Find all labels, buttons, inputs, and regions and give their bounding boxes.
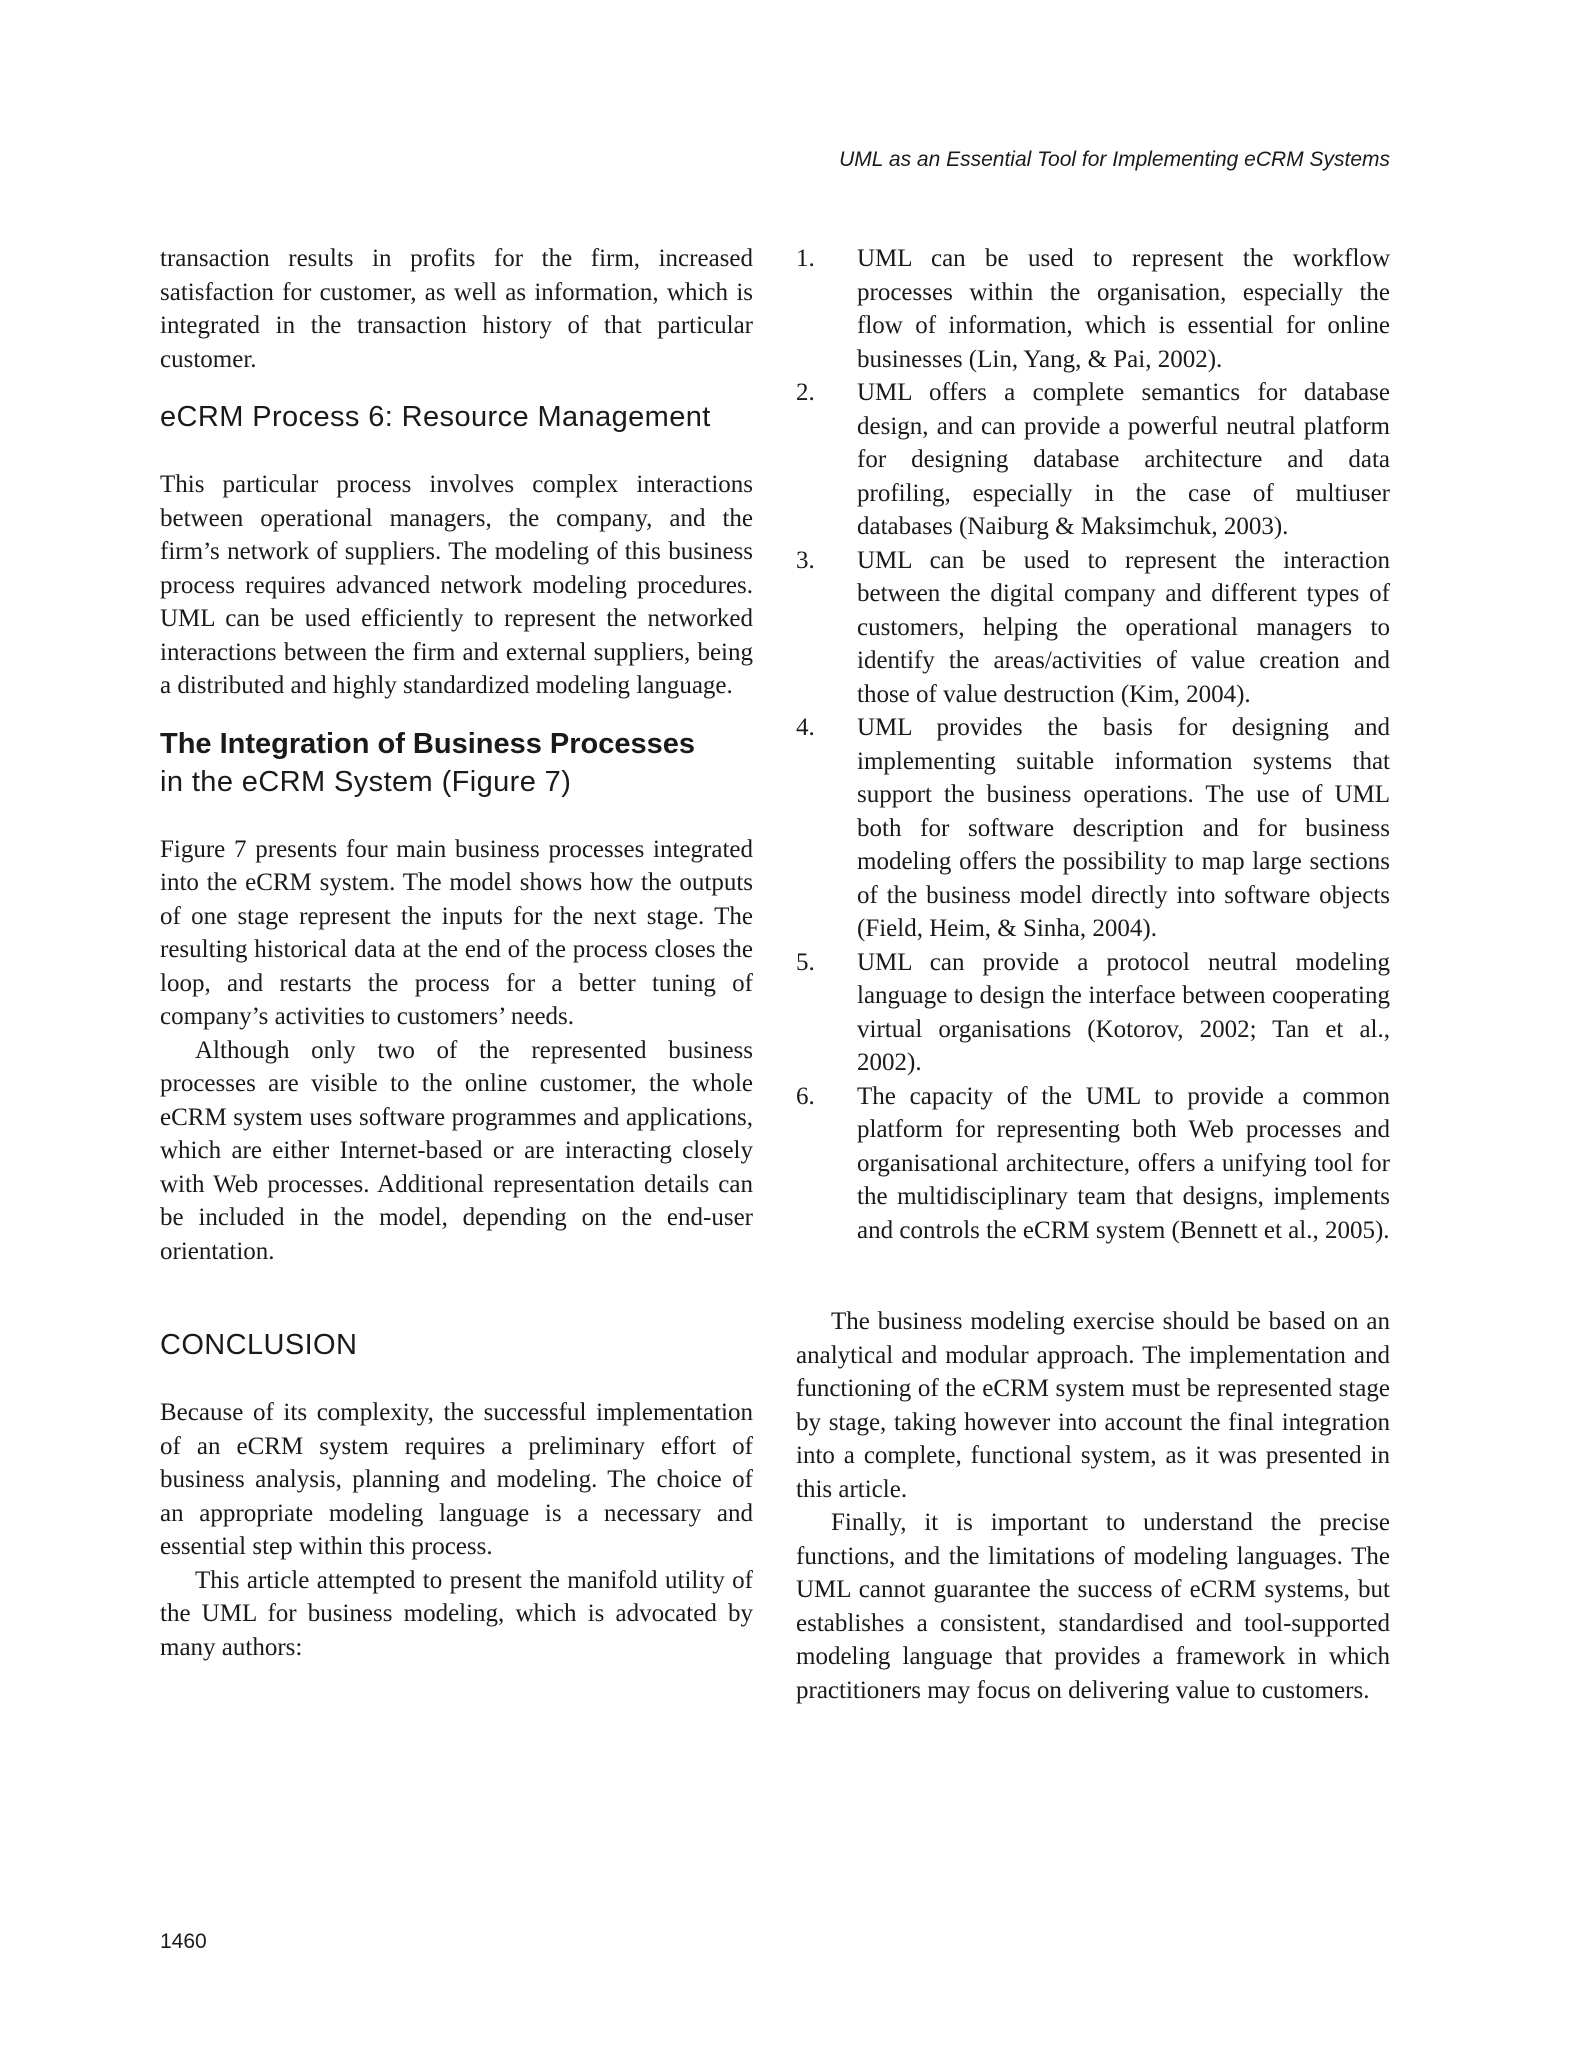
list-item-text: UML can be used to represent the interaction between the digital company and different types of customers, helping the operational managers to identify the areas/activities of value creation and those of value destruction (Kim, 2004). [857,546,1390,708]
list-item [796,544,1390,712]
closing-paragraph-2: Finally, it is important to understand the precise functions, and the limitations of modeling languages. The UML cannot guarantee the success of eCRM systems, but establishes a consistent, standardised and tool-supported modeling language that provides a framework in which practitioners may focus on delivering value to customers. [796,1509,1390,1704]
resource-management-paragraph: This particular process involves complex interactions between operational managers, the company, and the firm’s network of suppliers. The modeling of this business process requires advanced network modeling procedures. UML can be used efficiently to represent the networked interactions between the firm and external suppliers, being a distributed and highly standardized modeling language. [160,471,753,699]
list-item-number: 3. [796,546,815,574]
integration-paragraph-2: Although only two of the represented business processes are visible to the online customer, the whole eCRM system uses software programmes and applications, which are either Internet-based or are interacting closely with Web processes. Additional representation details can be included in the model, depending on the end-user orientation. [160,1036,753,1265]
list-item-text: UML can provide a protocol neutral modeling language to design the interface between cooperating virtual organisations (Kotorov, 2002; Tan et al., 2002). [857,948,1390,1076]
page-number: 1460 [160,1930,207,1953]
list-item-text: UML provides the basis for designing and implementing suitable information systems that support the business operations. The use of UML both for software description and for business modeling offers the possibility to map large sections of the business model directly into software objects (Field, Heim, & Sinha, 2004). [857,714,1390,942]
list-item-number: 5. [796,948,815,976]
list-item [796,711,1390,946]
list-item [796,1080,1390,1248]
integration-heading-bold: The Integration of Business Processes [160,727,696,760]
conclusion-paragraph-1: Because of its complexity, the successful implementation of an eCRM system requires a preliminary effort of business analysis, planning and modeling. The choice of an appropriate modeling language is a necessary and essential step within this process. [160,1399,753,1560]
integration-heading-rest: in the eCRM System (Figure 7) [160,765,572,798]
list-item [796,376,1390,544]
conclusion-paragraph-2: This article attempted to present the manifold utility of the UML for business modeling, which is advocated by many authors: [160,1566,753,1661]
list-item-number: 1. [796,245,815,272]
list-item-text: UML offers a complete semantics for database design, and can provide a powerful neutral platform for designing database architecture and data profiling, especially in the case of multiuser databases (Naiburg & Maksimchuk, 2003). [857,379,1390,540]
left-column [160,242,753,1664]
right-column [796,242,1390,1707]
integration-paragraph-1: Figure 7 presents four main business processes integrated into the eCRM system. The model shows how the outputs of one stage represent the inputs for the next stage. The resulting historical data at the end of the process closes the loop, and restarts the process for a better tuning of company’s activities to customers’ needs. [160,835,753,1030]
section-heading-conclusion: CONCLUSION [160,1329,358,1361]
list-item-number: 6. [796,1082,815,1110]
section-heading-integration [160,725,753,801]
uml-utility-list [796,242,1390,1247]
list-item-number: 4. [796,714,815,741]
list-item [796,946,1390,1080]
intro-paragraph: transaction results in profits for the firm, increased satisfaction for customer, as well as information, which is integrated in the transaction history of that particular customer. [160,245,753,373]
section-heading-resource-management: eCRM Process 6: Resource Management [160,401,711,433]
list-item-number: 2. [796,379,815,406]
list-item-text: The capacity of the UML to provide a common platform for representing both Web processes and organisational architecture, offers a unifying tool for the multidisciplinary team that designs, implements and controls the eCRM system (Bennett et al., 2005). [857,1082,1390,1244]
list-item-text: UML can be used to represent the workflow processes within the organisation, especially the flow of information, which is essential for online businesses (Lin, Yang, & Pai, 2002). [857,245,1390,373]
closing-paragraph-1: The business modeling exercise should be based on an analytical and modular approach. The implementation and functioning of the eCRM system must be represented stage by stage, taking however into account the final integration into a complete, functional system, as it was presented in this article. [796,1308,1390,1503]
list-item [796,242,1390,376]
running-header: UML as an Essential Tool for Implementing eCRM Systems [839,148,1390,171]
